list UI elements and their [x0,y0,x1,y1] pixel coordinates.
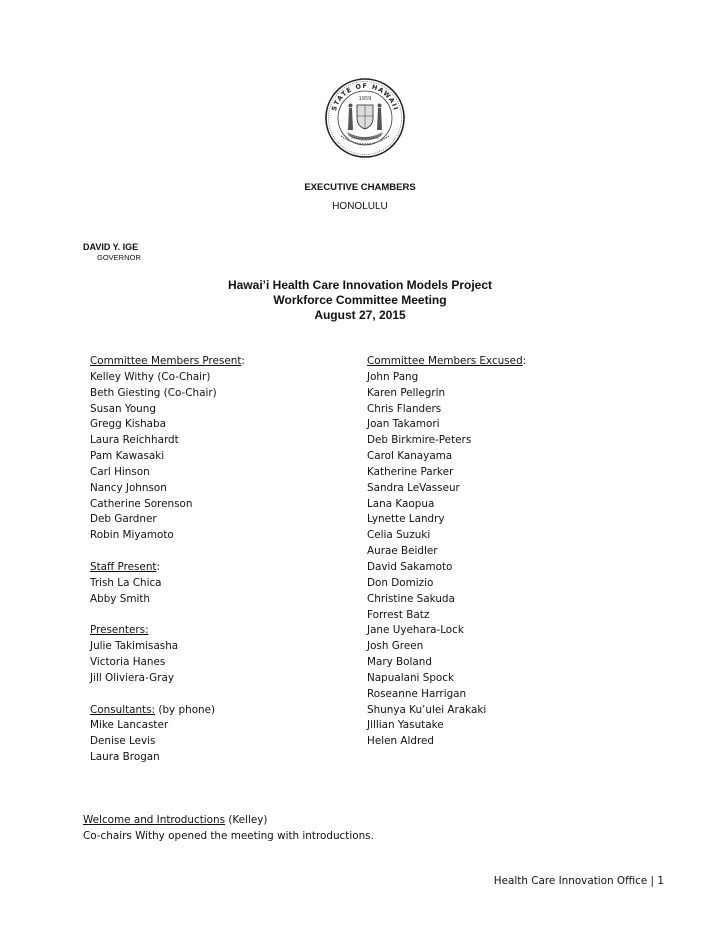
list-item: Aurae Beidler [367,545,438,558]
document-title [0,278,720,323]
list-item: Carol Kanayama [367,450,453,463]
list-item: Carl Hinson [90,465,150,478]
list-item: Joan Takamori [367,418,440,431]
list-item: Jillian Yasutake [367,719,444,732]
members-present-heading: Committee Members Present: [90,355,245,367]
list-item: Trish La Chica [90,576,162,589]
list-item: Beth Giesting (Co-Chair) [90,386,217,399]
title-line-1: Hawai’i Health Care Innovation Models Project [227,278,493,292]
list-item: Napualani Spock [367,671,454,684]
governor-name: DAVID Y. IGE [83,242,139,252]
list-item: Gregg Kishaba [90,418,167,431]
title-line-3: August 27, 2015 [314,308,406,322]
list-item: Nancy Johnson [90,481,167,494]
list-item: Jill Oliviera-Gray [90,671,175,684]
welcome-text: Co-chairs Withy opened the meeting with introductions. [83,830,374,842]
members-excused-heading: Committee Members Excused: [367,355,527,367]
list-item: Lynette Landry [367,513,445,526]
list-item: Christine Sakuda [367,592,455,605]
list-item: Deb Gardner [90,513,157,526]
list-item: Laura Reichhardt [90,434,179,447]
welcome-section [83,812,374,844]
footer-separator: | [650,875,655,887]
list-item: Jane Uyehara-Lock [367,624,464,637]
staff-present-heading: Staff Present: [90,560,160,573]
list-item: Karen Pellegrin [367,386,446,399]
city-heading: HONOLULU [332,201,388,212]
list-item: Catherine Sorenson [90,497,193,510]
list-item: Helen Aldred [367,735,434,748]
list-item: Celia Suzuki [367,529,431,542]
page-number: 1 [657,875,664,887]
list-item: Susan Young [90,402,156,415]
list-item: Kelley Withy (Co-Chair) [90,370,211,383]
list-item: Lana Kaopua [367,497,435,510]
welcome-heading: Welcome and Introductions (Kelley) [83,814,268,826]
list-item: John Pang [367,370,419,383]
page-footer [494,875,664,887]
list-item: Josh Green [367,640,424,653]
list-item: Roseanne Harrigan [367,687,467,700]
seal-top-text: STATE OF HAWAII [329,81,401,112]
list-item: Sandra LeVasseur [367,481,460,494]
governor-title: GOVERNOR [97,253,141,262]
list-item: Shunya Ku’ulei Arakaki [367,703,487,716]
list-item: Victoria Hanes [90,656,166,669]
list-item: Katherine Parker [367,465,454,478]
list-item: Julie Takimisasha [90,640,179,653]
list-item: Mike Lancaster [90,719,169,732]
list-item: Laura Brogan [90,751,160,764]
footer-office: Health Care Innovation Office [493,875,648,887]
list-item: Forrest Batz [367,608,430,621]
list-item: David Sakamoto [367,560,453,573]
seal-year: 1959 [358,96,372,102]
list-item: Don Domizio [367,576,434,589]
attendance-left-column [90,354,245,766]
list-item: Robin Miyamoto [90,529,174,542]
presenters-heading: Presenters: [90,624,149,637]
list-item: Denise Levis [90,735,156,748]
list-item: Abby Smith [90,592,151,605]
attendance-right-column [367,354,526,750]
title-line-2: Workforce Committee Meeting [273,293,447,307]
list-item: Pam Kawasaki [90,450,165,463]
state-seal-image [325,78,405,158]
list-item: Chris Flanders [367,402,442,415]
office-heading: EXECUTIVE CHAMBERS [304,182,416,193]
list-item: Deb Birkmire-Peters [367,434,472,447]
list-item: Mary Boland [367,656,432,669]
consultants-heading: Consultants: (by phone) [90,703,216,716]
